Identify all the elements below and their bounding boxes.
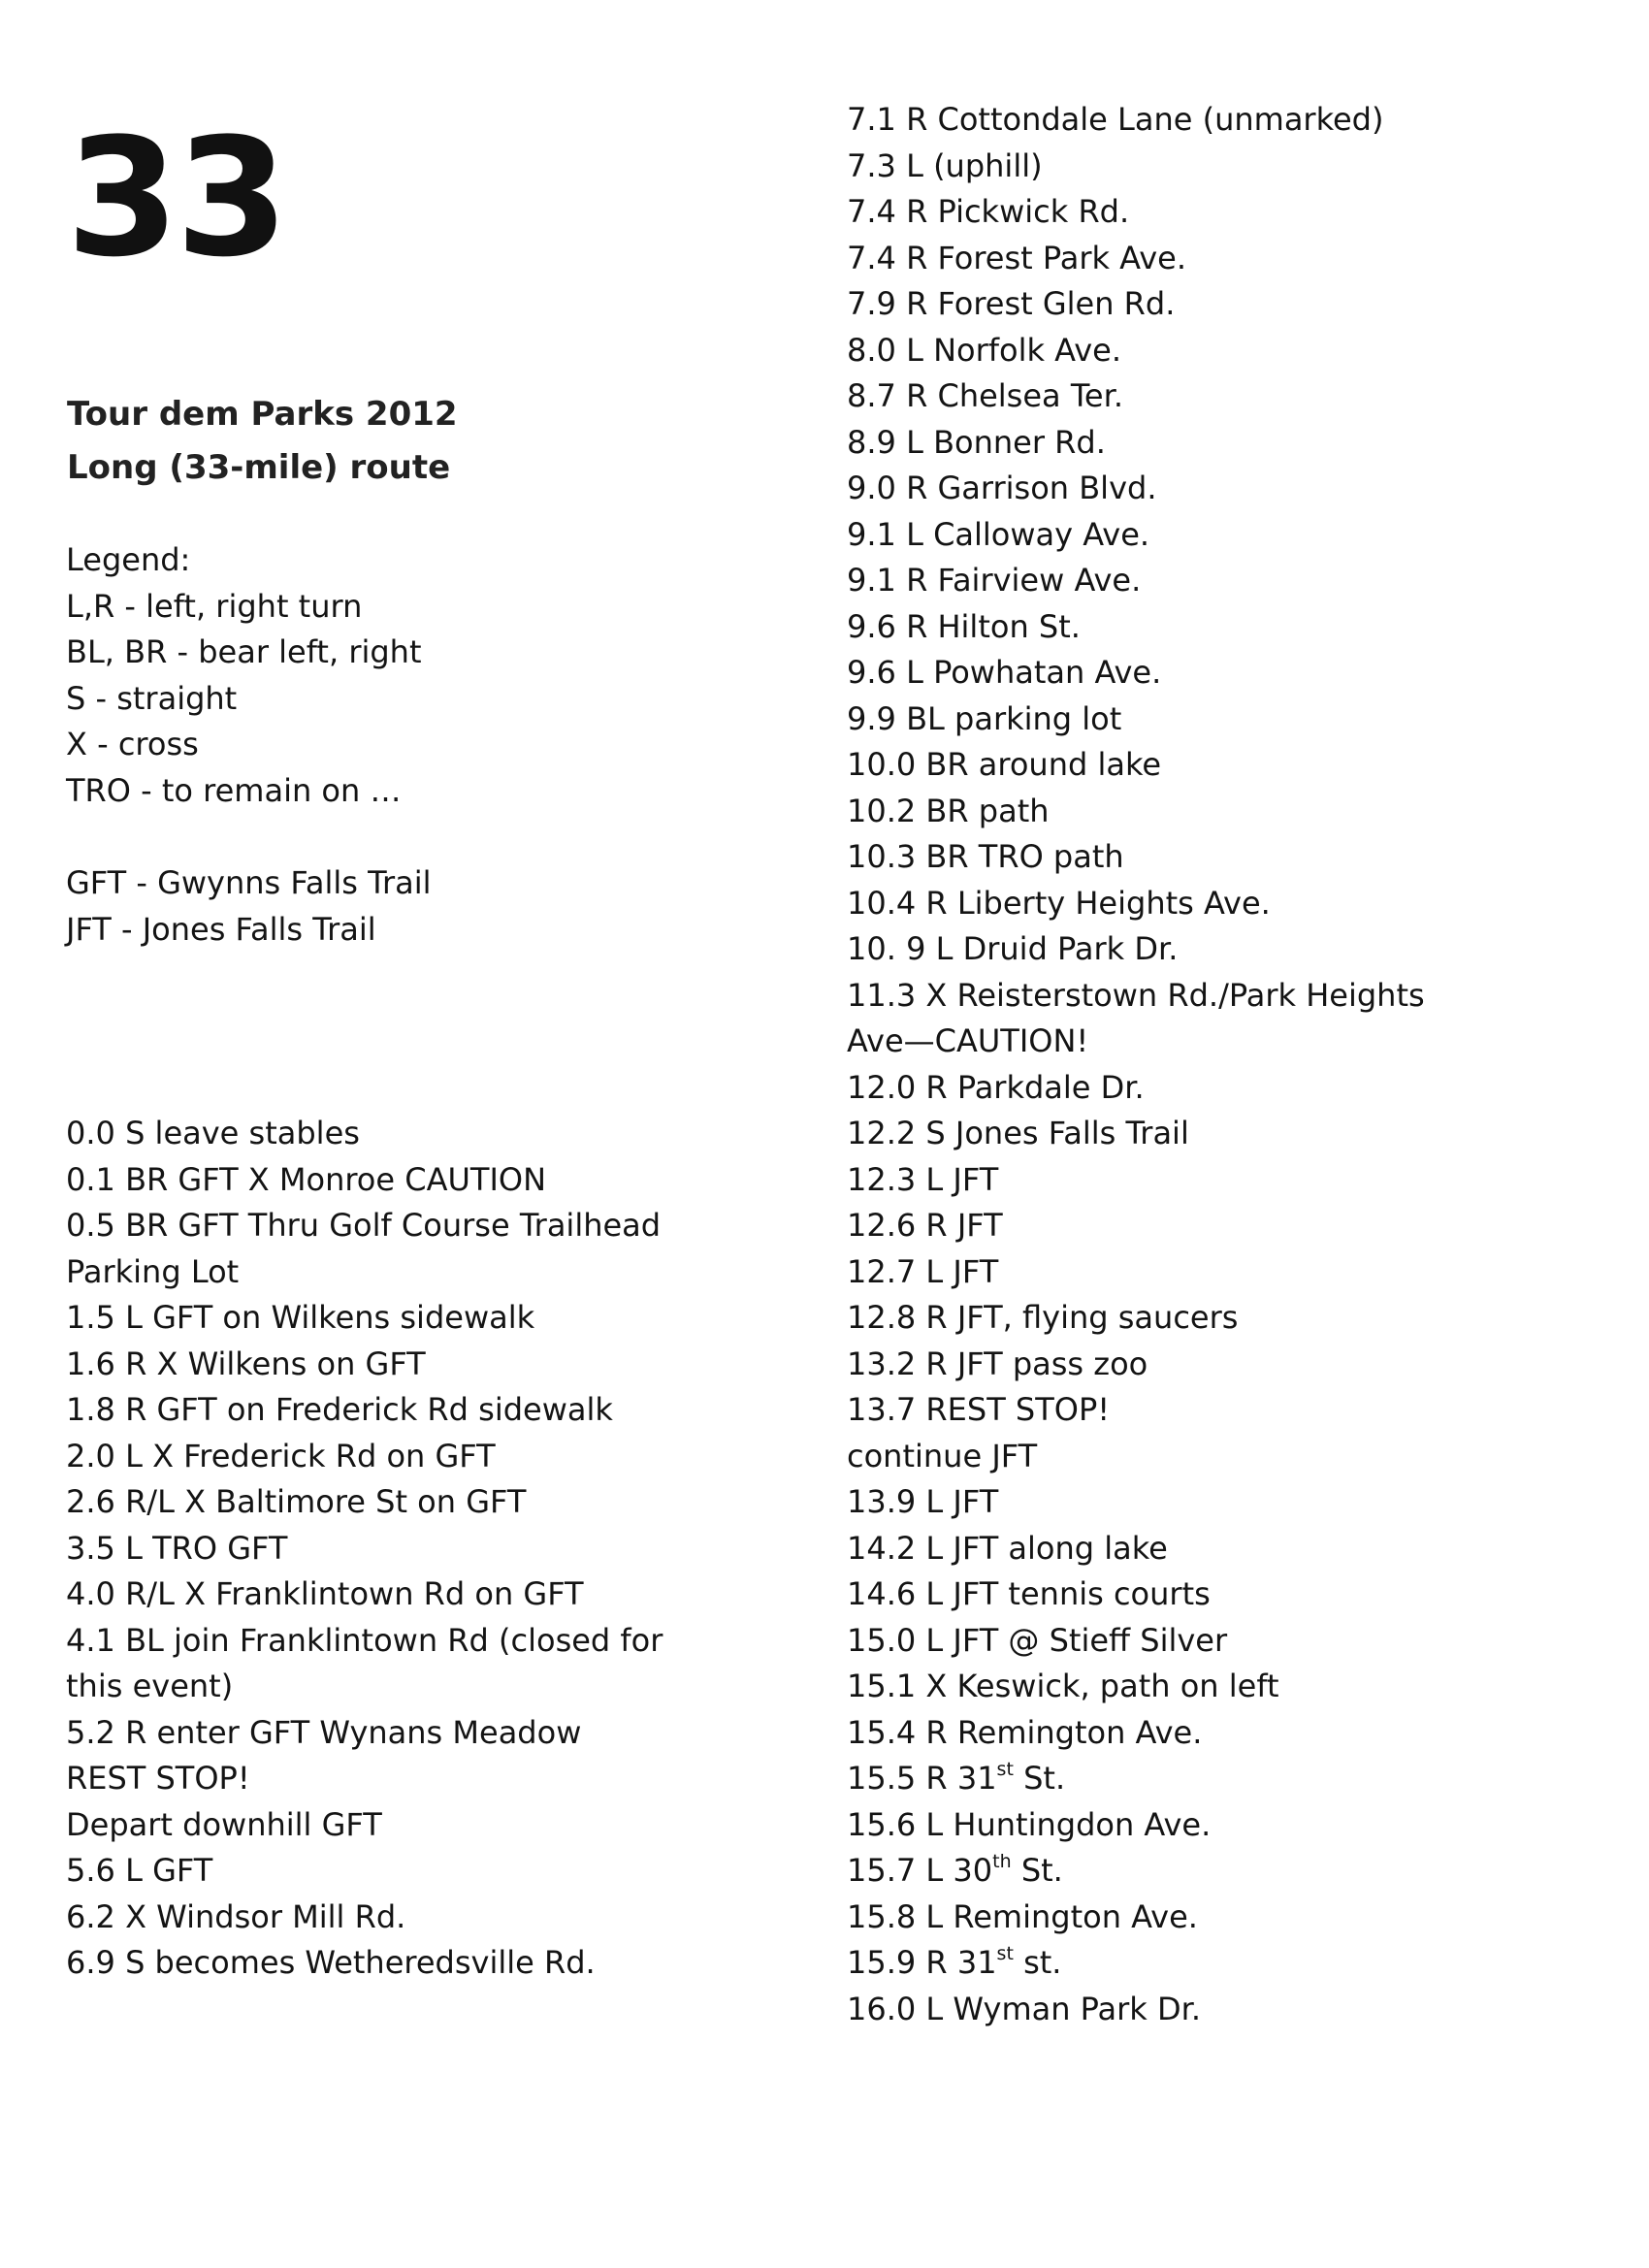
cue-line: 0.1 BR GFT X Monroe CAUTION [66,1160,546,1198]
cue-list-right [847,97,1425,2032]
cue-line: 11.3 X Reisterstown Rd./Park Heights [847,976,1425,1014]
cue-line: 9.0 R Garrison Blvd. [847,470,1157,506]
cue-list-left [66,1111,663,1987]
cue-line: Ave—CAUTION! [847,1022,1089,1059]
cue-line: 5.6 L GFT [66,1852,213,1889]
cue-line: 0.5 BR GFT Thru Golf Course Trailhead [66,1207,662,1244]
cue-line: 6.2 X Windsor Mill Rd. [66,1897,406,1935]
cue-line: 1.5 L GFT on Wilkens sidewalk [66,1299,535,1336]
cue-line: 4.1 BL join Franklintown Rd (closed for [66,1621,663,1659]
cue-line: 15.4 R Remington Ave. [847,1713,1203,1751]
cue-line: 2.0 L X Frederick Rd on GFT [66,1437,496,1474]
cue-line: 10.4 R Liberty Heights Ave. [847,884,1271,922]
cue-line: 1.8 R GFT on Frederick Rd sidewalk [66,1391,613,1428]
cue-line: 9.6 R Hilton St. [847,607,1081,645]
trail-abbreviation: GFT - Gwynns Falls Trail [66,864,432,901]
title-line-1: Tour dem Parks 2012 [67,395,458,434]
cue-line: 8.7 R Chelsea Ter. [847,377,1123,414]
ordinal-suffix: st [996,1943,1014,1964]
legend-heading: Legend: [66,541,191,578]
cue-line: this event) [66,1668,234,1704]
cue-line: 9.6 L Powhatan Ave. [847,654,1162,691]
cue-line: 9.9 BL parking lot [847,699,1122,737]
cue-line: 12.6 R JFT [847,1207,1003,1244]
cue-line: Parking Lot [66,1252,240,1290]
cue-line: 3.5 L TRO GFT [66,1529,288,1567]
cue-line: 7.4 R Pickwick Rd. [847,193,1130,230]
ordinal-suffix: st [996,1759,1014,1780]
cue-line: 12.7 L JFT [847,1252,999,1290]
cue-line: continue JFT [847,1437,1038,1474]
cue-line: 8.0 L Norfolk Ave. [847,331,1121,369]
cue-text: 15.5 R 31 [847,1760,997,1797]
cue-line: 9.1 L Calloway Ave. [847,515,1150,553]
cue-line: 10.3 BR TRO path [847,838,1124,875]
cue-line: 13.7 REST STOP! [847,1391,1111,1428]
cue-line: 13.2 R JFT pass zoo [847,1345,1148,1382]
cue-line: Depart downhill GFT [66,1805,382,1843]
cue-line: 7.4 R Forest Park Ave. [847,239,1186,276]
cue-line [847,1756,1425,1802]
cue-line: 7.3 L (uphill) [847,146,1043,184]
cue-line: 7.9 R Forest Glen Rd. [847,285,1176,322]
legend-item: S - straight [66,679,238,717]
cue-line [847,1848,1425,1895]
cue-line: 15.0 L JFT @ Stieff Silver [847,1621,1228,1659]
cue-line: 2.6 R/L X Baltimore St on GFT [66,1483,527,1520]
legend-item: BL, BR - bear left, right [66,633,422,670]
cue-line: 15.1 X Keswick, path on left [847,1668,1279,1704]
route-number: 33 [66,103,285,293]
ordinal-suffix: th [992,1851,1012,1872]
cue-text: St. [1011,1852,1063,1889]
cue-text: St. [1013,1760,1066,1797]
cue-text: st. [1013,1944,1062,1981]
cue-line [847,1940,1425,1987]
cue-line: 12.8 R JFT, flying saucers [847,1299,1239,1336]
cue-text: 15.7 L 30 [847,1852,993,1889]
cue-line: 13.9 L JFT [847,1483,999,1520]
cue-line: 10.0 BR around lake [847,746,1162,783]
legend [66,537,422,814]
cue-line: 10. 9 L Druid Park Dr. [847,930,1179,967]
cue-text: 15.9 R 31 [847,1944,997,1981]
title-block [67,388,458,495]
cue-line: 8.9 L Bonner Rd. [847,423,1106,461]
cue-line: 12.2 S Jones Falls Trail [847,1115,1189,1151]
cue-line: 0.0 S leave stables [66,1115,360,1151]
cue-line: 12.3 L JFT [847,1160,999,1198]
cue-line: REST STOP! [66,1760,250,1797]
cue-line: 10.2 BR path [847,792,1050,829]
cue-line: 9.1 R Fairview Ave. [847,562,1142,599]
cue-line: 5.2 R enter GFT Wynans Meadow [66,1713,582,1751]
title-line-2: Long (33-mile) route [67,448,451,487]
cue-line: 6.9 S becomes Wetheredsville Rd. [66,1944,596,1981]
cue-line: 14.2 L JFT along lake [847,1529,1168,1567]
cue-line: 4.0 R/L X Franklintown Rd on GFT [66,1575,584,1612]
cue-line: 1.6 R X Wilkens on GFT [66,1345,426,1382]
cue-line: 14.6 L JFT tennis courts [847,1575,1211,1612]
cue-line: 7.1 R Cottondale Lane (unmarked) [847,101,1384,138]
trail-abbreviations [66,860,431,953]
legend-item: X - cross [66,726,199,762]
legend-item: TRO - to remain on … [66,771,402,809]
cue-line: 15.8 L Remington Ave. [847,1897,1198,1935]
legend-item: L,R - left, right turn [66,587,363,625]
trail-abbreviation: JFT - Jones Falls Trail [66,910,376,948]
cue-line: 15.6 L Huntingdon Ave. [847,1805,1212,1843]
cue-line: 16.0 L Wyman Park Dr. [847,1990,1202,2027]
cue-line: 12.0 R Parkdale Dr. [847,1068,1145,1106]
